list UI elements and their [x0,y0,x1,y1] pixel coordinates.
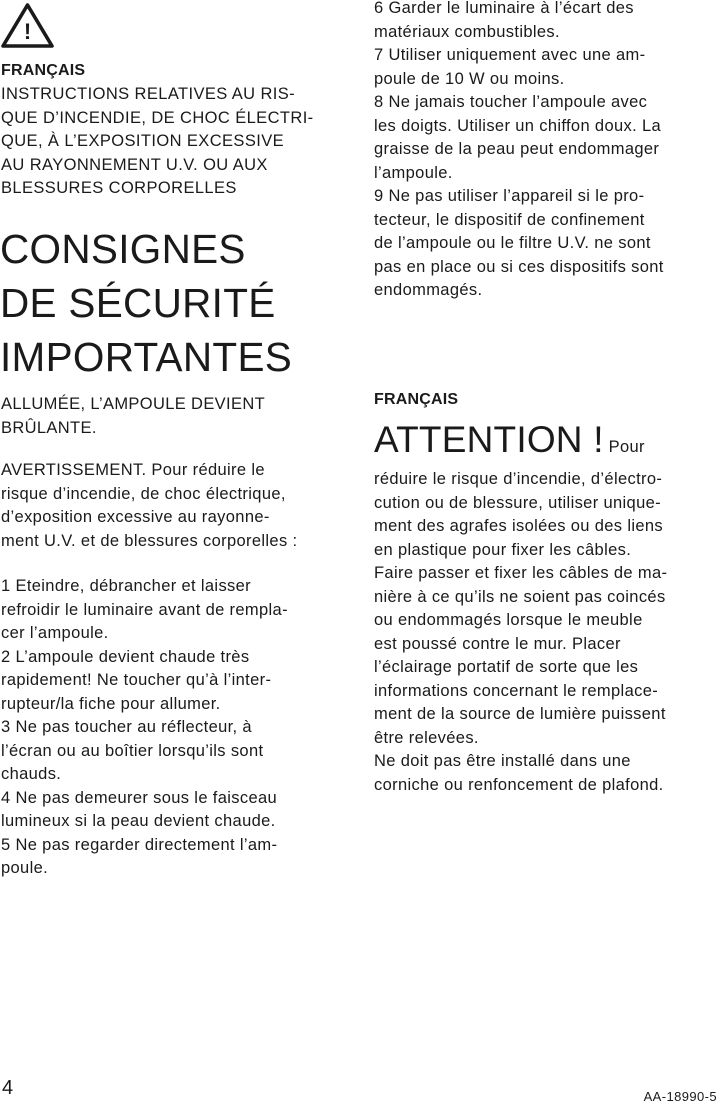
step-line: 8 Ne jamais toucher l’ampoule avec [374,93,648,111]
warning-line: d’exposition excessive au rayonne- [1,508,270,526]
attention-first-word: Pour [608,438,645,456]
notice-line: BRÛLANTE. [1,418,97,437]
warning-line: risque d’incendie, de choc électrique, [1,484,286,503]
attention-line: est poussé contre le mur. Placer [374,634,621,653]
step-line: endommagés. [374,281,483,299]
attention-line: Ne doit pas être installé dans une [374,752,631,770]
attention-line: l’éclairage portatif de sorte que les [374,658,639,676]
attention-line: informations concernant le remplace- [374,681,659,700]
step-line: 7 Utiliser uniquement avec une am- [374,46,646,64]
step-line: poule de 10 W ou moins. [374,69,565,88]
page-title [0,222,292,384]
warning-symbol: ! [23,19,32,44]
step-line: pas en place ou si ces dispositifs sont [374,257,664,276]
attention-line: corniche ou renfoncement de plafond. [374,775,664,794]
attention-line: ou endommagés lorsque le meuble [374,611,643,629]
step-line: 1 Eteindre, débrancher et laisser [1,577,252,595]
step-line: les doigts. Utiliser un chiffon doux. La [374,116,662,135]
title-line: DE SÉCURITÉ [0,280,276,326]
attention-first-line [374,421,667,468]
attention-line: ment de la source de lumière puissent [374,705,666,723]
page-number: 4 [2,1077,14,1099]
hot-bulb-notice [1,393,265,440]
safety-steps-1-5 [1,575,288,881]
subtitle-line: INSTRUCTIONS RELATIVES AU RIS- [1,85,296,103]
step-line: l’écran ou au boîtier lorsqu’ils sont [1,741,264,760]
step-line: matériaux combustibles. [374,22,560,41]
warning-line: ment U.V. et de blessures corporelles : [1,531,298,550]
step-line: lumineux si la peau devient chaude. [1,812,276,830]
attention-line: ment des agrafes isolées ou des liens [374,517,664,535]
safety-steps-6-9 [374,0,664,303]
subtitle-line: QUE, À L’EXPOSITION EXCESSIVE [1,132,285,150]
language-label: FRANÇAIS [374,391,459,408]
step-line: refroidir le luminaire avant de rempla- [1,600,288,619]
subtitle-line: AU RAYONNEMENT U.V. OU AUX [1,155,268,174]
step-line: l’ampoule. [374,163,453,182]
attention-line: en plastique pour fixer les câbles. [374,540,632,559]
step-line: chauds. [1,765,62,783]
step-line: 3 Ne pas toucher au réflecteur, à [1,718,252,736]
step-line: 9 Ne pas utiliser l’appareil si le pro- [374,187,645,205]
subtitle-line: QUE D’INCENDIE, DE CHOC ÉLECTRI- [1,108,314,127]
document-code: AA-18990-5 [643,1089,717,1104]
attention-line: Faire passer et fixer les câbles de ma- [374,564,668,582]
step-line: cer l’ampoule. [1,624,109,642]
attention-paragraph [374,421,667,797]
warning-triangle-icon [0,1,55,49]
warning-paragraph [1,459,297,553]
warning-line: AVERTISSEMENT. Pour réduire le [1,461,265,479]
subtitle-line: BLESSURES CORPORELLES [1,179,237,197]
step-line: rupteur/la fiche pour allumer. [1,694,221,713]
attention-line: être relevées. [374,728,479,747]
title-line: CONSIGNES [0,226,246,272]
step-line: de l’ampoule ou le filtre U.V. ne sont [374,234,651,252]
language-label: FRANÇAIS [1,62,86,79]
step-line: rapidement! Ne toucher qu’à l’inter- [1,671,272,689]
attention-line: cution ou de blessure, utiliser unique- [374,493,661,512]
notice-line: ALLUMÉE, L’AMPOULE DEVIENT [1,395,266,413]
step-line: 5 Ne pas regarder directement l’am- [1,835,278,854]
attention-line: nière à ce qu’ils ne soient pas coincés [374,587,666,606]
step-line: graisse de la peau peut endommager [374,140,660,158]
title-line: IMPORTANTES [0,334,293,380]
step-line: 6 Garder le luminaire à l’écart des [374,0,634,17]
step-line: 2 L’ampoule devient chaude très [1,647,250,666]
instructions-subtitle [1,83,314,201]
attention-heading: ATTENTION ! [374,419,604,460]
attention-line: réduire le risque d’incendie, d’électro- [374,470,663,488]
step-line: tecteur, le dispositif de confinement [374,210,645,229]
step-line: poule. [1,859,49,877]
step-line: 4 Ne pas demeurer sous le faisceau [1,788,278,807]
